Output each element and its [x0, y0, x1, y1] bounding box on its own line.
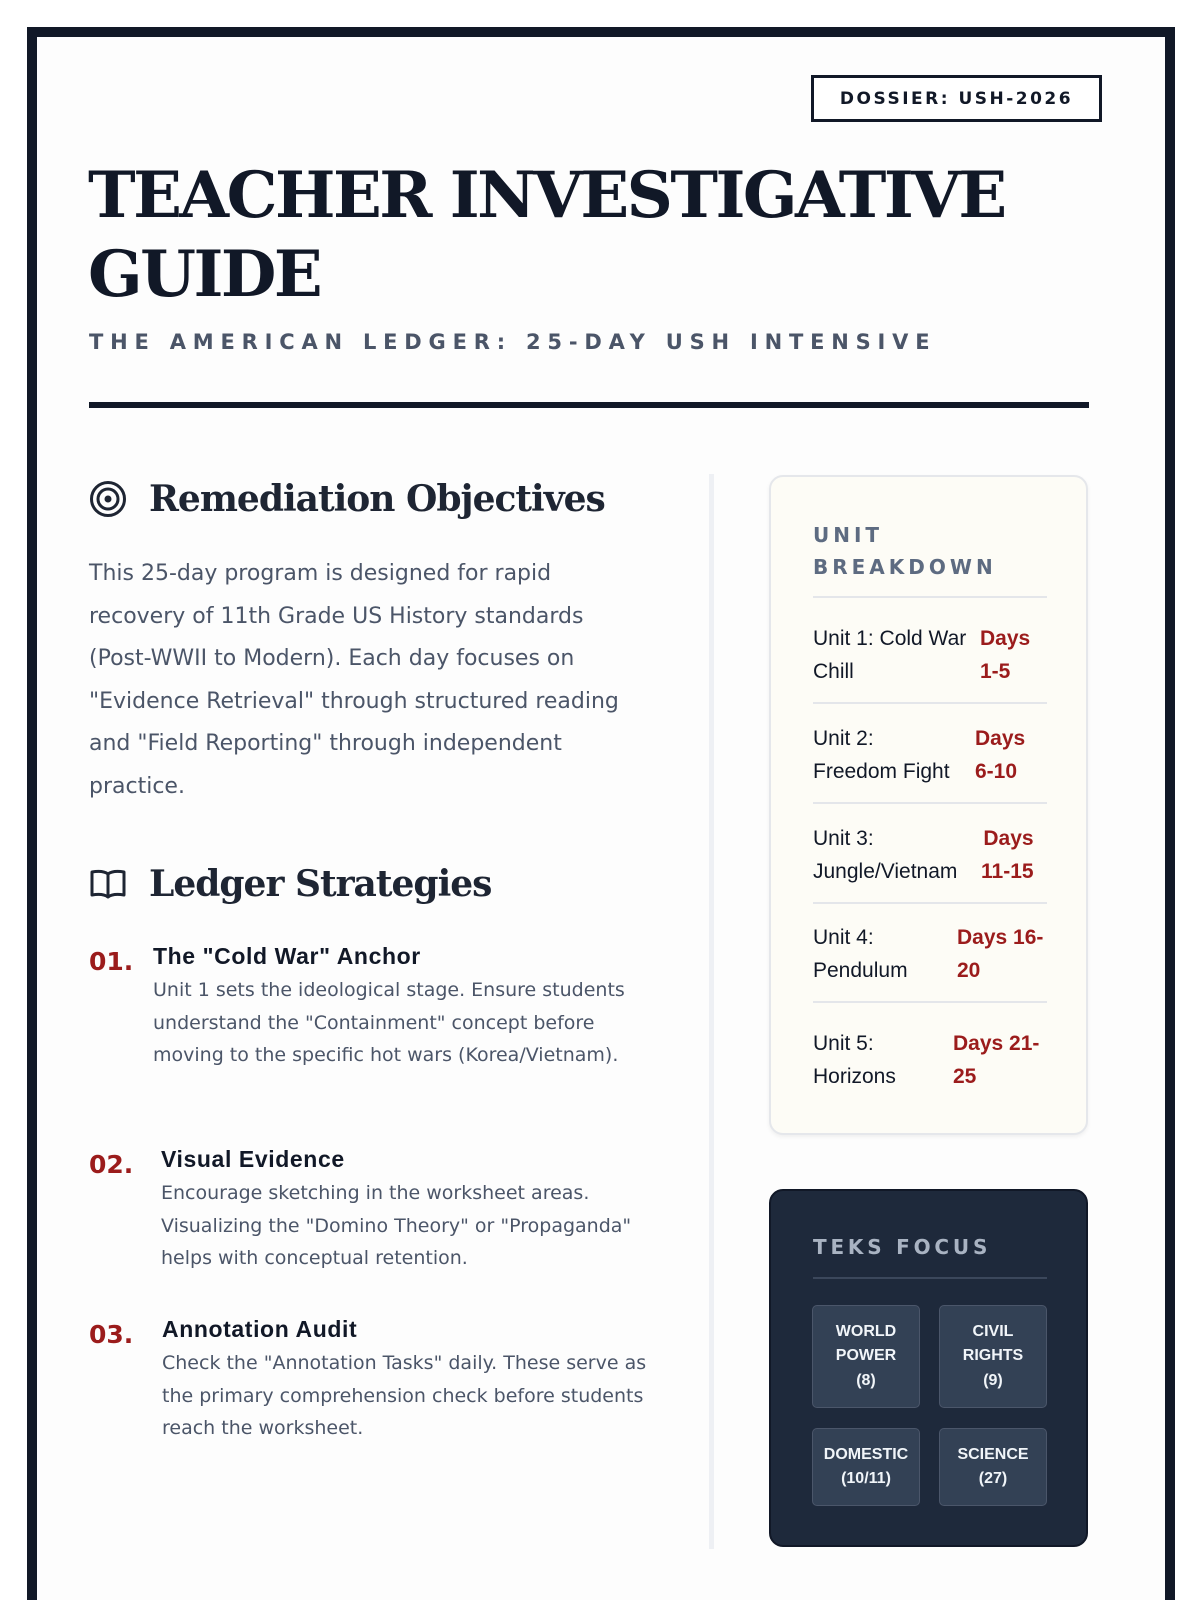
teks-focus-title: TEKS FOCUS	[813, 1235, 992, 1259]
unit-name: Unit 3: Jungle/Vietnam	[813, 827, 958, 883]
unit-days: Days 6-10	[975, 727, 1026, 783]
strategy-number: 02.	[89, 1150, 134, 1179]
unit-divider	[813, 702, 1047, 704]
unit-breakdown-card	[769, 475, 1088, 1135]
teks-chip-domestic: DOMESTIC (10/11)	[812, 1428, 920, 1506]
page-title: TEACHER INVESTIGATIVE GUIDE	[88, 158, 1005, 312]
target-icon	[89, 480, 127, 518]
unit-days: Days 1-5	[980, 627, 1031, 683]
unit-name: Unit 2: Freedom Fight	[813, 727, 950, 783]
objectives-text: This 25-day program is designed for rapid recovery of 11th Grade US History standards (Post-WWII to Modern). Each day focuses on "Evidence Retrieval" through structured reading and "Field Reporting" through independent practice.	[89, 561, 619, 799]
teks-chip-world-power: WORLD POWER (8)	[812, 1305, 920, 1408]
column-divider	[709, 474, 714, 1549]
teks-chip-science: SCIENCE (27)	[939, 1428, 1047, 1506]
strategy-item	[89, 941, 649, 1072]
unit-days: Days 16- 20	[957, 926, 1044, 982]
unit-days: Days 11-15	[981, 827, 1034, 883]
strategy-description: Encourage sketching in the worksheet areas. Visualizing the "Domino Theory" or "Propaganda" helps with conceptual retention.	[161, 1182, 632, 1270]
header-rule	[89, 402, 1089, 408]
strategy-item	[89, 1314, 649, 1445]
objectives-heading-text: Remediation Objectives	[149, 478, 605, 520]
unit-name: Unit 4: Pendulum	[813, 926, 908, 982]
open-book-icon	[89, 865, 127, 903]
page-subtitle: THE AMERICAN LEDGER: 25-DAY USH INTENSIVE	[89, 330, 937, 354]
unit-name: Unit 5: Horizons	[813, 1032, 896, 1088]
strategies-heading	[89, 863, 491, 905]
strategy-title: Visual Evidence	[161, 1146, 345, 1172]
strategy-number: 03.	[89, 1320, 134, 1349]
unit-divider	[813, 802, 1047, 804]
unit-breakdown-title: UNIT BREAKDOWN	[813, 523, 997, 579]
strategy-title: Annotation Audit	[162, 1316, 358, 1342]
strategies-heading-text: Ledger Strategies	[149, 863, 492, 905]
objectives-heading	[89, 478, 605, 520]
unit-days: Days 21- 25	[953, 1032, 1040, 1088]
teks-divider	[813, 1277, 1047, 1279]
strategy-number: 01.	[89, 947, 134, 976]
strategy-item	[89, 1144, 649, 1275]
dossier-badge: DOSSIER: USH-2026	[811, 75, 1102, 122]
unit-divider	[813, 1001, 1047, 1003]
unit-name: Unit 1: Cold War Chill	[813, 627, 967, 683]
unit-divider	[813, 596, 1047, 598]
teks-focus-card	[769, 1189, 1088, 1547]
teks-chip-civil-rights: CIVIL RIGHTS (9)	[939, 1305, 1047, 1408]
strategy-description: Check the "Annotation Tasks" daily. These serve as the primary comprehension check before students reach the worksheet.	[162, 1352, 647, 1440]
strategy-description: Unit 1 sets the ideological stage. Ensure students understand the "Containment" concept before moving to the specific hot wars (Korea/Vietnam).	[153, 979, 625, 1067]
unit-divider	[813, 902, 1047, 904]
strategy-title: The "Cold War" Anchor	[153, 943, 421, 969]
